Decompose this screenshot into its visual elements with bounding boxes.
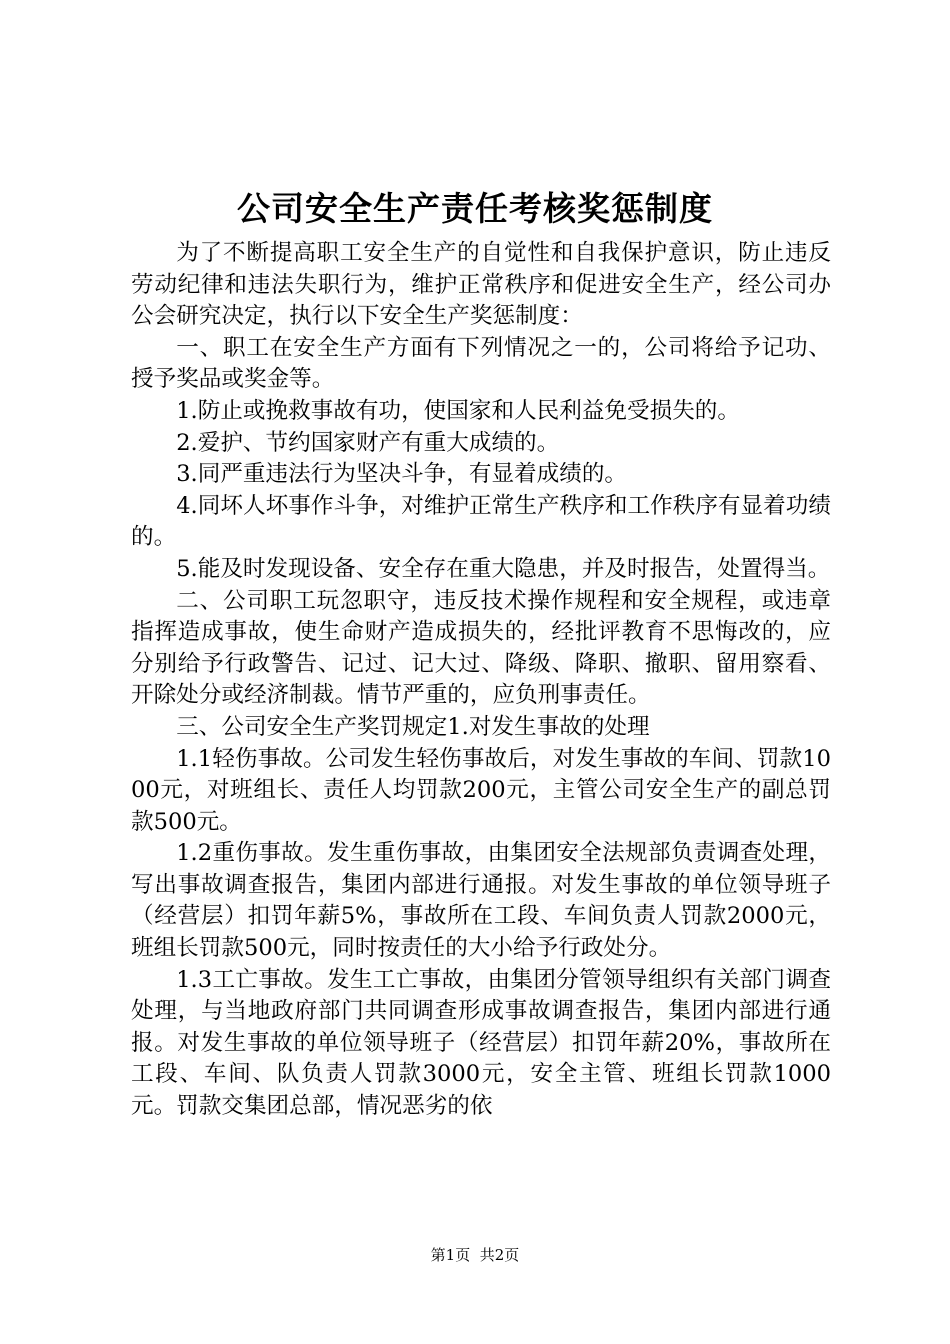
paragraph-fatality: 1.3工亡事故。发生工亡事故，由集团分管领导组织有关部门调查处理，与当地政府部门共同调查形成事故调查报告，集团内部进行通报。对发生事故的单位领导班子（经营层）扣罚年薪20%，事故所在工段、车间、队负责人罚款3000元，安全主管、班组长罚款1000元。罚款交集团总部，情况恶劣的依 <box>131 966 831 1120</box>
paragraph-serious-injury: 1.2重伤事故。发生重伤事故，由集团安全法规部负责调查处理，写出事故调查报告，集团内部进行通报。对发生事故的单位领导班子（经营层）扣罚年薪5%，事故所在工段、车间负责人罚款2000元，班组长罚款500元，同时按责任的大小给予行政处分。 <box>131 840 831 962</box>
paragraph-item-3: 3.同严重违法行为坚决斗争，有显着成绩的。 <box>176 461 628 488</box>
document-body <box>131 238 831 1123</box>
page-number: 第1页 <box>430 1246 471 1264</box>
paragraph-section-2: 二、公司职工玩忽职守，违反技术操作规程和安全规程，或违章指挥造成事故，使生命财产造成损失的，经批评教育不思悔改的，应分别给予行政警告、记过、记大过、降级、降职、撤职、留用察看、开除处分或经济制裁。情节严重的，应负刑事责任。 <box>131 587 831 709</box>
paragraph-item-5: 5.能及时发现设备、安全存在重大隐患，并及时报告，处置得当。 <box>176 555 831 582</box>
paragraph-item-2: 2.爱护、节约国家财产有重大成绩的。 <box>176 429 560 456</box>
paragraph-section-3: 三、公司安全生产奖罚规定1.对发生事故的处理 <box>176 713 650 740</box>
page-footer <box>0 1244 950 1266</box>
paragraph-minor-injury: 1.1轻伤事故。公司发生轻伤事故后，对发生事故的车间、罚款1000元，对班组长、责任人均罚款200元，主管公司安全生产的副总罚款500元。 <box>131 745 831 835</box>
paragraph-intro: 为了不断提高职工安全生产的自觉性和自我保护意识，防止违反劳动纪律和违法失职行为，维护正常秩序和促进安全生产，经公司办公会研究决定，执行以下安全生产奖惩制度： <box>131 240 831 330</box>
page-total: 共2页 <box>479 1246 520 1264</box>
paragraph-item-4: 4.同坏人坏事作斗争，对维护正常生产秩序和工作秩序有显着功绩的。 <box>131 492 831 551</box>
document-title: 公司安全生产责任考核奖惩制度 <box>237 189 713 228</box>
paragraph-item-1: 1.防止或挽救事故有功，使国家和人民利益免受损失的。 <box>176 397 740 424</box>
paragraph-section-1: 一、职工在安全生产方面有下列情况之一的，公司将给予记功、授予奖品或奖金等。 <box>131 334 831 393</box>
